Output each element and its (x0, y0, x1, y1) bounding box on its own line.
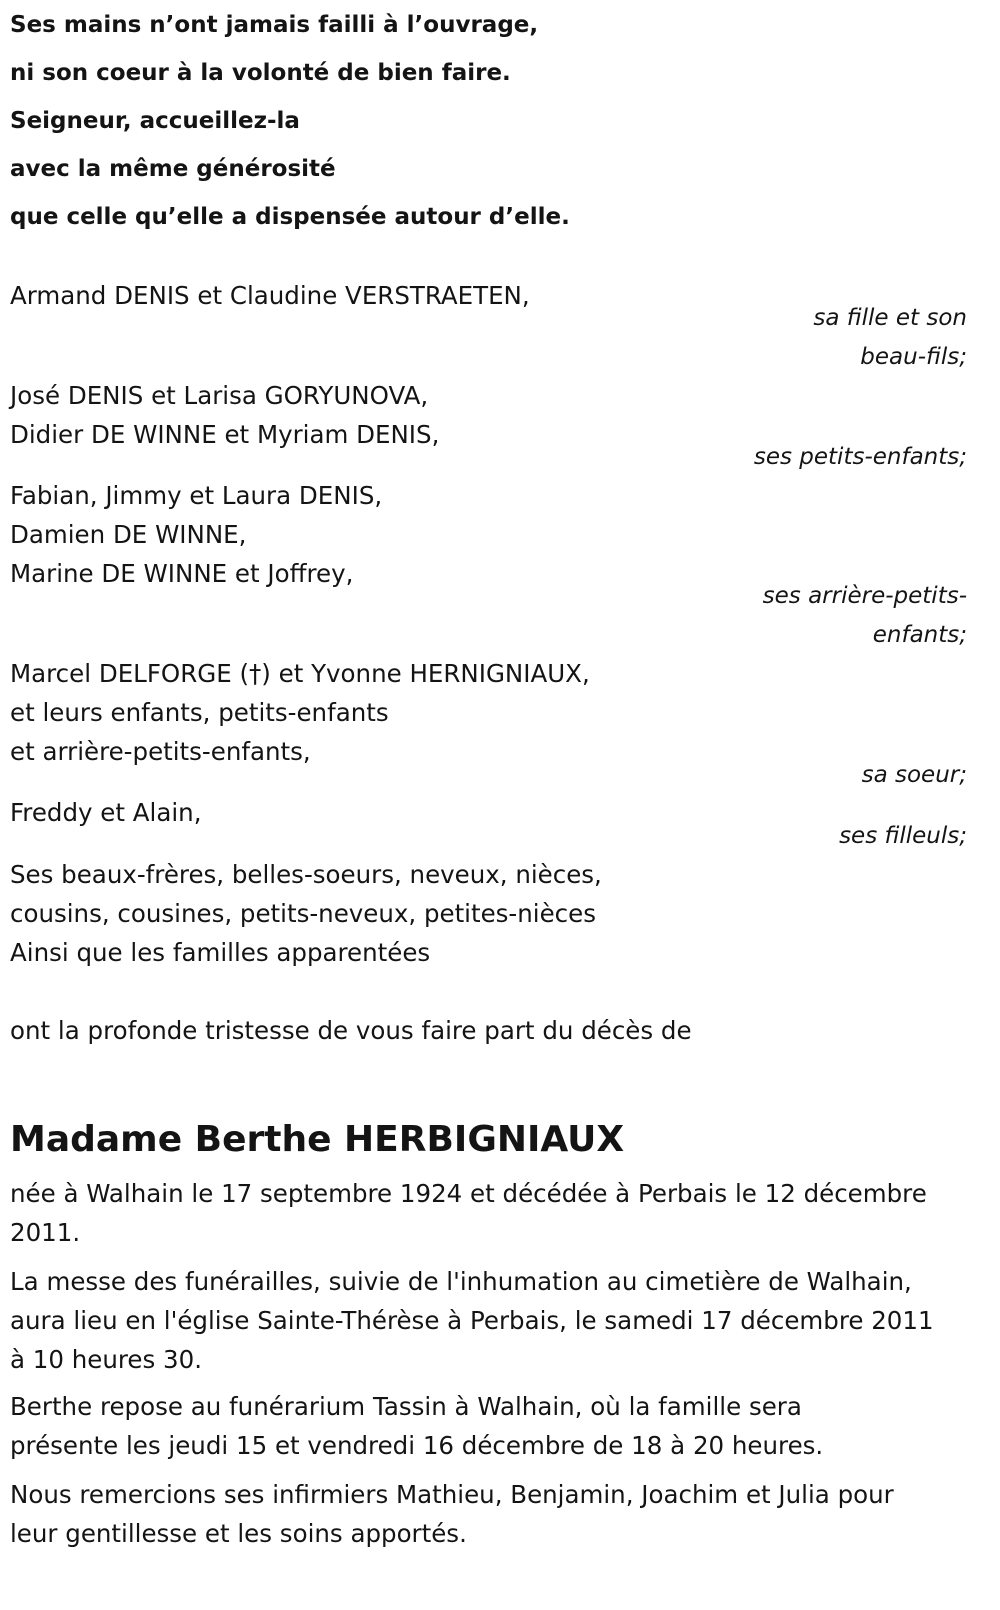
detail-line: à 10 heures 30. (10, 1345, 203, 1374)
relation-label: sa fille et son (813, 305, 967, 331)
detail-line: Nous remercions ses infirmiers Mathieu, Benjamin, Joachim et Julia pour (10, 1480, 894, 1509)
family-name-line: Ainsi que les familles apparentées (10, 938, 431, 967)
relation-label: enfants; (872, 622, 967, 648)
family-name-line: Ses beaux-frères, belles-soeurs, neveux, nièces, (10, 860, 602, 889)
family-name-line: Marcel DELFORGE (†) et Yvonne HERNIGNIAUX, (10, 659, 590, 688)
family-name-line: et arrière-petits-enfants, (10, 737, 311, 766)
poem-line: Ses mains n’ont jamais failli à l’ouvrage, (10, 12, 539, 38)
family-name-line: Armand DENIS et Claudine VERSTRAETEN, (10, 281, 530, 310)
detail-line: présente les jeudi 15 et vendredi 16 décembre de 18 à 20 heures. (10, 1431, 824, 1460)
family-name-line: José DENIS et Larisa GORYUNOVA, (10, 381, 429, 410)
poem-line: ni son coeur à la volonté de bien faire. (10, 60, 511, 86)
relation-label: ses petits-enfants; (753, 444, 967, 470)
poem-line: que celle qu’elle a dispensée autour d’elle. (10, 204, 570, 230)
relation-label: sa soeur; (861, 762, 967, 788)
relation-label: beau-fils; (860, 344, 967, 370)
poem-line: Seigneur, accueillez-la (10, 108, 300, 134)
poem-line: avec la même générosité (10, 156, 336, 182)
family-name-line: Didier DE WINNE et Myriam DENIS, (10, 420, 440, 449)
detail-line: Berthe repose au funérarium Tassin à Walhain, où la famille sera (10, 1392, 802, 1421)
detail-line: 2011. (10, 1218, 81, 1247)
relation-label: ses filleuls; (839, 823, 967, 849)
family-name-line: Damien DE WINNE, (10, 520, 247, 549)
family-name-line: cousins, cousines, petits-neveux, petites-nièces (10, 899, 596, 928)
relation-label: ses arrière-petits- (762, 583, 967, 609)
deceased-name: Madame Berthe HERBIGNIAUX (10, 1119, 625, 1160)
announcement-text: ont la profonde tristesse de vous faire part du décès de (10, 1016, 692, 1045)
family-name-line: Marine DE WINNE et Joffrey, (10, 559, 354, 588)
detail-line: aura lieu en l'église Sainte-Thérèse à Perbais, le samedi 17 décembre 2011 (10, 1306, 934, 1335)
family-name-line: Freddy et Alain, (10, 798, 202, 827)
detail-line: leur gentillesse et les soins apportés. (10, 1519, 467, 1548)
family-name-line: et leurs enfants, petits-enfants (10, 698, 389, 727)
detail-line: née à Walhain le 17 septembre 1924 et décédée à Perbais le 12 décembre (10, 1179, 927, 1208)
family-name-line: Fabian, Jimmy et Laura DENIS, (10, 481, 383, 510)
detail-line: La messe des funérailles, suivie de l'inhumation au cimetière de Walhain, (10, 1267, 912, 1296)
